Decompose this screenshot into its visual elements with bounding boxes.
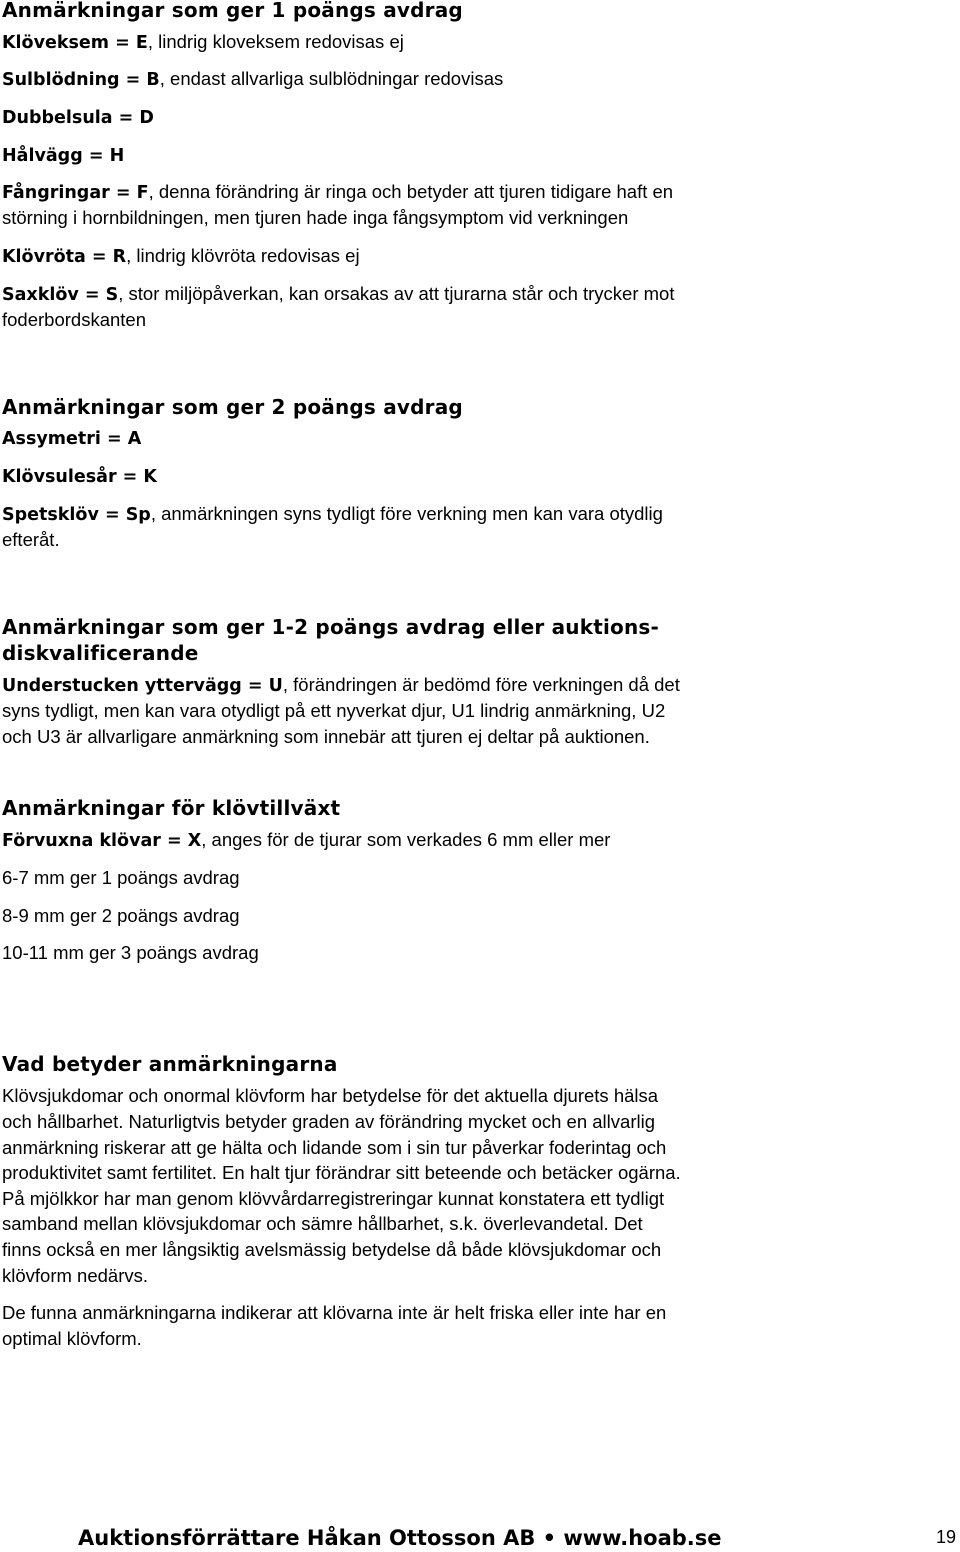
item-sulblodning: Sulblödning = B, endast allvarliga sulblödningar redovisas	[2, 68, 504, 90]
paragraph-line: Klövsjukdomar och onormal klövform har betydelse för det aktuella djurets hälsa	[2, 1085, 659, 1106]
paragraph-line: optimal klövform.	[2, 1328, 142, 1349]
section-heading-12p-line1: Anmärkningar som ger 1-2 poängs avdrag eller auktions-	[2, 615, 660, 639]
item-dubbelsula: Dubbelsula = D	[2, 108, 154, 128]
item-klovsulesar: Klövsulesår = K	[2, 467, 157, 487]
section-heading-12p-line2: diskvalificerande	[2, 641, 199, 665]
item-assymetri: Assymetri = A	[2, 429, 142, 449]
section-heading-klovtillvaxt: Anmärkningar för klövtillväxt	[2, 796, 341, 820]
item-klovrota: Klövröta = R, lindrig klövröta redovisas ej	[2, 245, 360, 267]
paragraph-line: samband mellan klövsjukdomar och sämre hållbarhet, s.k. överlevandetal. Det	[2, 1213, 643, 1234]
paragraph-line: finns också en mer långsiktig avelsmässig betydelse då både klövsjukdomar och	[2, 1239, 662, 1260]
paragraph-line: De funna anmärkningarna indikerar att klövarna inte är helt friska eller inte har en	[2, 1302, 667, 1323]
item-fangringar-cont: störning i hornbildningen, men tjuren hade inga fångsymptom vid verkningen	[2, 207, 629, 228]
item-saxklov: Saxklöv = S, stor miljöpåverkan, kan orsakas av att tjurarna står och trycker mot	[2, 283, 675, 305]
section-heading-2p: Anmärkningar som ger 2 poängs avdrag	[2, 395, 463, 419]
item-understucken: Understucken yttervägg = U, förändringen är bedömd före verkningen då det	[2, 674, 680, 696]
growth-row: 10-11 mm ger 3 poängs avdrag	[2, 942, 259, 963]
paragraph-line: och hållbarhet. Naturligtvis betyder graden av förändring mycket och en allvarlig	[2, 1111, 655, 1132]
page-number: 19	[936, 1527, 957, 1547]
item-spetsklov-cont: efteråt.	[2, 529, 60, 550]
item-halvagg: Hålvägg = H	[2, 146, 125, 166]
paragraph-line: anmärkning riskerar att ge hälta och lidande som i sin tur påverkar foderintag och	[2, 1137, 667, 1158]
growth-row: 6-7 mm ger 1 poängs avdrag	[2, 867, 240, 888]
item-saxklov-cont: foderbordskanten	[2, 309, 146, 330]
item-spetsklov: Spetsklöv = Sp, anmärkningen syns tydligt före verkning men kan vara otydlig	[2, 503, 663, 525]
paragraph-line: produktivitet samt fertilitet. En halt tjur förändrar sitt beteende och betäcker ogärna.	[2, 1162, 681, 1183]
item-fangringar: Fångringar = F, denna förändring är ringa och betyder att tjuren tidigare haft en	[2, 181, 674, 203]
section-heading-vad-betyder: Vad betyder anmärkningarna	[2, 1052, 338, 1076]
item-understucken-line3: och U3 är allvarligare anmärkning som innebär att tjuren ej deltar på auktionen.	[2, 726, 650, 747]
section-heading-1p: Anmärkningar som ger 1 poängs avdrag	[2, 0, 463, 22]
item-forvuxna: Förvuxna klövar = X, anges för de tjurar som verkades 6 mm eller mer	[2, 829, 611, 851]
item-understucken-line2: syns tydligt, men kan vara otydligt på ett nyverkat djur, U1 lindrig anmärkning, U2	[2, 700, 666, 721]
paragraph-line: På mjölkkor har man genom klövvårdarregistreringar kunnat konstatera ett tydligt	[2, 1188, 665, 1209]
growth-row: 8-9 mm ger 2 poängs avdrag	[2, 905, 240, 926]
footer-text: Auktionsförrättare Håkan Ottosson AB • www.hoab.se	[78, 1526, 722, 1550]
item-kloveksem: Klöveksem = E, lindrig kloveksem redovisas ej	[2, 31, 404, 53]
paragraph-line: klövform nedärvs.	[2, 1265, 148, 1286]
